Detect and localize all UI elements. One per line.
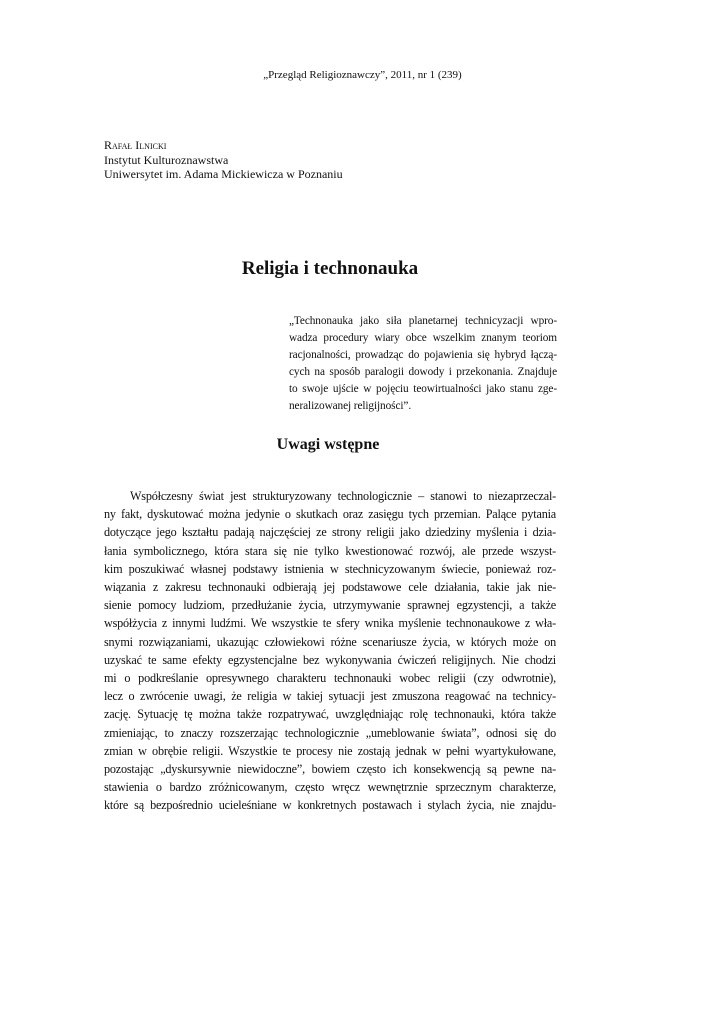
body-line: lecz o zwrócenie uwagi, że religia w takiej sytuacji jest zmuszona reagować na technicy- (104, 689, 556, 704)
epigraph-line: to swoje ujście w pojęciu teowirtualności jako stanu zge- (289, 383, 557, 395)
body-line: Współczesny świat jest strukturyzowany technologicznie – stanowi to niezaprzeczal- (130, 489, 556, 503)
body-line: dotyczące jego kształtu padają najczęściej ze strony religii jako dziedziny myślenia i dzia- (104, 525, 556, 540)
body-line: zmieniając, to znaczy rozszerzając technologicznie „umeblowanie świata”, odnosi się do (104, 725, 556, 740)
body-paragraph (104, 487, 556, 815)
article-title: Religia i technonauka (241, 258, 419, 279)
body-line: snymi rozwiązaniami, ukazując człowiekowi różne scenariusze życia, w których może on (104, 634, 556, 649)
body-line: uzyskać te same efekty egzystencjalne bez wykonywania ćwiczeń religijnych. Nie chodzi (104, 652, 556, 667)
body-line: które są bezpośrednio ucieleśniane w konkretnych postawach i stylach życia, nie znajdu- (104, 798, 556, 813)
body-line: łania symbolicznego, która stara się nie tylko kwestionować rozwój, ale przede wszyst- (104, 543, 556, 558)
body-line: stawienia o bardzo zróżnicowanym, często wręcz wewnętrznie sprzecznym charakterze, (104, 780, 556, 795)
epigraph-line: cych na sposób paralogii dowody i przekonania. Znajduje (289, 366, 557, 378)
author-name: Rafał Ilnicki (104, 138, 167, 152)
epigraph-line: racjonalności, prowadząc do pojawienia się hybryd łączą- (289, 349, 557, 361)
epigraph-line: „Technonauka jako siła planetarnej technicyzacji wpro- (289, 315, 557, 327)
body-line: ny fakt, dyskutować można jedynie o skutkach oraz zasięgu tych przemian. Palące pytania (104, 507, 556, 522)
author-affiliation-institute: Instytut Kulturoznawstwa (104, 152, 229, 167)
body-line: wiązania z zakresu technonauki odbierają jej podstawowe cele działania, takie jak nie- (104, 580, 556, 595)
body-line: kim poszukiwać własnej podstawy istnienia w stechnicyzowanym świecie, ponieważ roz- (104, 561, 556, 576)
body-line: pozostając „dyskursywnie niewidoczne”, bowiem często ich konsekwencją są pewne na- (104, 762, 556, 777)
body-line: mi o podkreślanie opresywnego charakteru technonauki wobec religii (czy odwrotnie), (104, 671, 556, 686)
epigraph-line: wadza procedury wiary obce wszelkim znanym teoriom (289, 332, 557, 344)
epigraph (289, 313, 557, 415)
section-title: Uwagi wstępne (276, 436, 380, 453)
body-line: sienie pomocy ludziom, przedłużanie życia, utrzymywanie sprawnej egzystencji, a także (104, 598, 556, 613)
body-line: współżycia z innymi ludźmi. We wszystkie te sfery wnika myślenie technonaukowe z wła- (104, 616, 556, 631)
body-line: zację. Sytuację tę można także rozpatrywać, uwzględniając rolę technonauki, która także (104, 707, 556, 722)
author-block (104, 138, 343, 182)
epigraph-line: neralizowanej religijności”. (289, 400, 412, 412)
journal-citation: „Przegląd Religioznawczy”, 2011, nr 1 (239) (263, 69, 462, 81)
body-line: zmian w obrębie religii. Wszystkie te procesy nie zostają jednak w pełni wyartykułowane, (104, 743, 556, 758)
author-affiliation-university: Uniwersytet im. Adama Mickiewicza w Poznaniu (104, 167, 343, 182)
